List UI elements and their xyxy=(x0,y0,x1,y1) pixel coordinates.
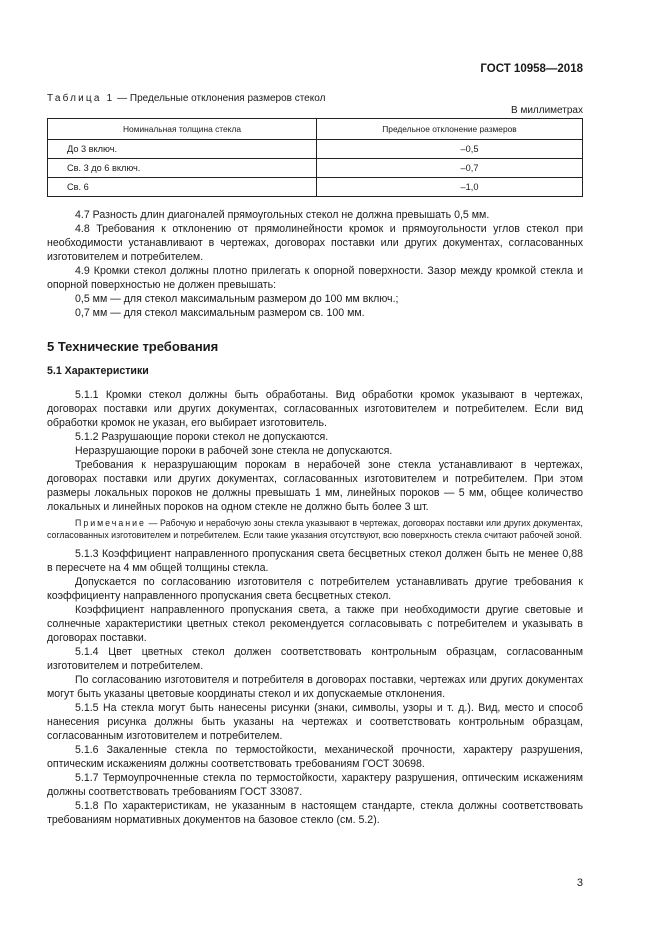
cell-deviation: –1,0 xyxy=(317,178,583,197)
paragraph-5-1-7: 5.1.7 Термоупрочненные стекла по термостойкости, характеру разрушения, оптическим искажениям должны соответствовать требованиям ГОСТ 33087. xyxy=(47,772,583,798)
note-text: — Рабочую и нерабочую зоны стекла указывают в чертежах, договорах поставки или других документах, согласованных изготовителем и потребителем. Если такие указания отсутствуют, всю поверхность стекла считают рабочей зоной. xyxy=(47,518,583,540)
section-5-heading: 5 Технические требования xyxy=(47,339,219,354)
paragraph-5-1-3: 5.1.3 Коэффициент направленного пропускания света бесцветных стекол должен быть не менее 0,88 в пересчете на 4 мм общей толщины стекла. xyxy=(47,548,583,574)
table-row xyxy=(48,178,583,197)
cell-thickness: До 3 включ. xyxy=(48,140,317,159)
document-body xyxy=(47,208,583,827)
cell-thickness: Св. 6 xyxy=(48,178,317,197)
paragraph-5-1-2: 5.1.2 Разрушающие пороки стекол не допускаются. xyxy=(75,431,329,443)
paragraph-5-1-3-a: Допускается по согласованию изготовителя с потребителем устанавливать другие требования к коэффициенту направленного пропускания света бесцветных стекол. xyxy=(47,576,583,602)
table-caption-text: — Предельные отклонения размеров стекол xyxy=(114,93,326,104)
paragraph-5-1-6: 5.1.6 Закаленные стекла по термостойкости, механической прочности, характеру разрушения, оптическим искажениям должны соответствовать требованиям ГОСТ 30698. xyxy=(47,744,583,770)
table-header-row xyxy=(48,119,583,140)
paragraph-5-1-8: 5.1.8 По характеристикам, не указанным в настоящем стандарте, стекла должны соответствовать требованиям нормативных документов на базовое стекло (см. 5.2). xyxy=(47,800,583,826)
paragraph-5-1-5: 5.1.5 На стекла могут быть нанесены рисунки (знаки, символы, узоры и т. д.). Вид, место и способ нанесения рисунка должны быть указаны на чертежах и соответствовать контрольным образцам, согласованным изготовителем и потребителем. xyxy=(47,702,583,742)
document-code: ГОСТ 10958—2018 xyxy=(480,63,583,75)
paragraph-4-9: 4.9 Кромки стекол должны плотно прилегать к опорной поверхности. Зазор между кромкой стекла и опорной поверхностью не должен превышать: xyxy=(47,265,583,291)
page-number: 3 xyxy=(576,877,583,889)
table-row xyxy=(48,159,583,178)
paragraph-4-8: 4.8 Требования к отклонению от прямолинейности кромок и прямоугольности углов стекол при необходимости устанавливают в чертежах, договорах поставки или других документах, согласованных изготовителем и потребителем. xyxy=(47,223,583,263)
subsection-5-1-heading: 5.1 Характеристики xyxy=(47,365,149,377)
table-row xyxy=(48,140,583,159)
column-header-thickness: Номинальная толщина стекла xyxy=(48,119,317,140)
note-label: Примечание xyxy=(75,518,146,528)
paragraph-5-1-1: 5.1.1 Кромки стекол должны быть обработаны. Вид обработки кромок указывают в чертежах, договорах поставки или других документах, согласованных изготовителем и потребителем. Если вид обработки кромок не указан, его выбирает изготовитель. xyxy=(47,389,583,429)
column-header-deviation: Предельное отклонение размеров xyxy=(317,119,583,140)
cell-thickness: Св. 3 до 6 включ. xyxy=(48,159,317,178)
paragraph-4-9-item-2: 0,7 мм — для стекол максимальным размером св. 100 мм. xyxy=(75,307,365,319)
table-caption xyxy=(47,93,325,104)
paragraph-5-1-2-a: Неразрушающие пороки в рабочей зоне стекла не допускаются. xyxy=(75,445,393,457)
deviation-table xyxy=(47,118,583,197)
paragraph-5-1-3-b: Коэффициент направленного пропускания света, а также при необходимости другие световые и солнечные характеристики цветных стекол рекомендуется согласовывать с потребителем и указывать в договорах поставки. xyxy=(47,604,583,644)
cell-deviation: –0,5 xyxy=(317,140,583,159)
cell-deviation: –0,7 xyxy=(317,159,583,178)
paragraph-4-7: 4.7 Разность длин диагоналей прямоугольных стекол не должна превышать 0,5 мм. xyxy=(75,209,490,221)
paragraph-5-1-4: 5.1.4 Цвет цветных стекол должен соответствовать контрольным образцам, согласованным изготовителем и потребителем. xyxy=(47,646,583,672)
table-caption-label: Таблица 1 xyxy=(47,93,115,104)
paragraph-5-1-2-b: Требования к неразрушающим порокам в нерабочей зоне стекла устанавливают в чертежах, договорах поставки или других документах, согласованных изготовителем и потребителем. При этом размеры локальных пороков не должны превышать 1 мм, линейных пороков — 5 мм, общее количество локальных и линейных пороков на одном стекле не должно быть более 3 шт. xyxy=(47,459,583,513)
table-units: В миллиметрах xyxy=(511,105,583,116)
paragraph-4-9-item-1: 0,5 мм — для стекол максимальным размером до 100 мм включ.; xyxy=(75,293,399,305)
note xyxy=(47,517,583,541)
paragraph-5-1-4-a: По согласованию изготовителя и потребителя в договорах поставки, чертежах или других документах могут быть указаны цветовые координаты стекол и их допускаемые отклонения. xyxy=(47,674,583,700)
